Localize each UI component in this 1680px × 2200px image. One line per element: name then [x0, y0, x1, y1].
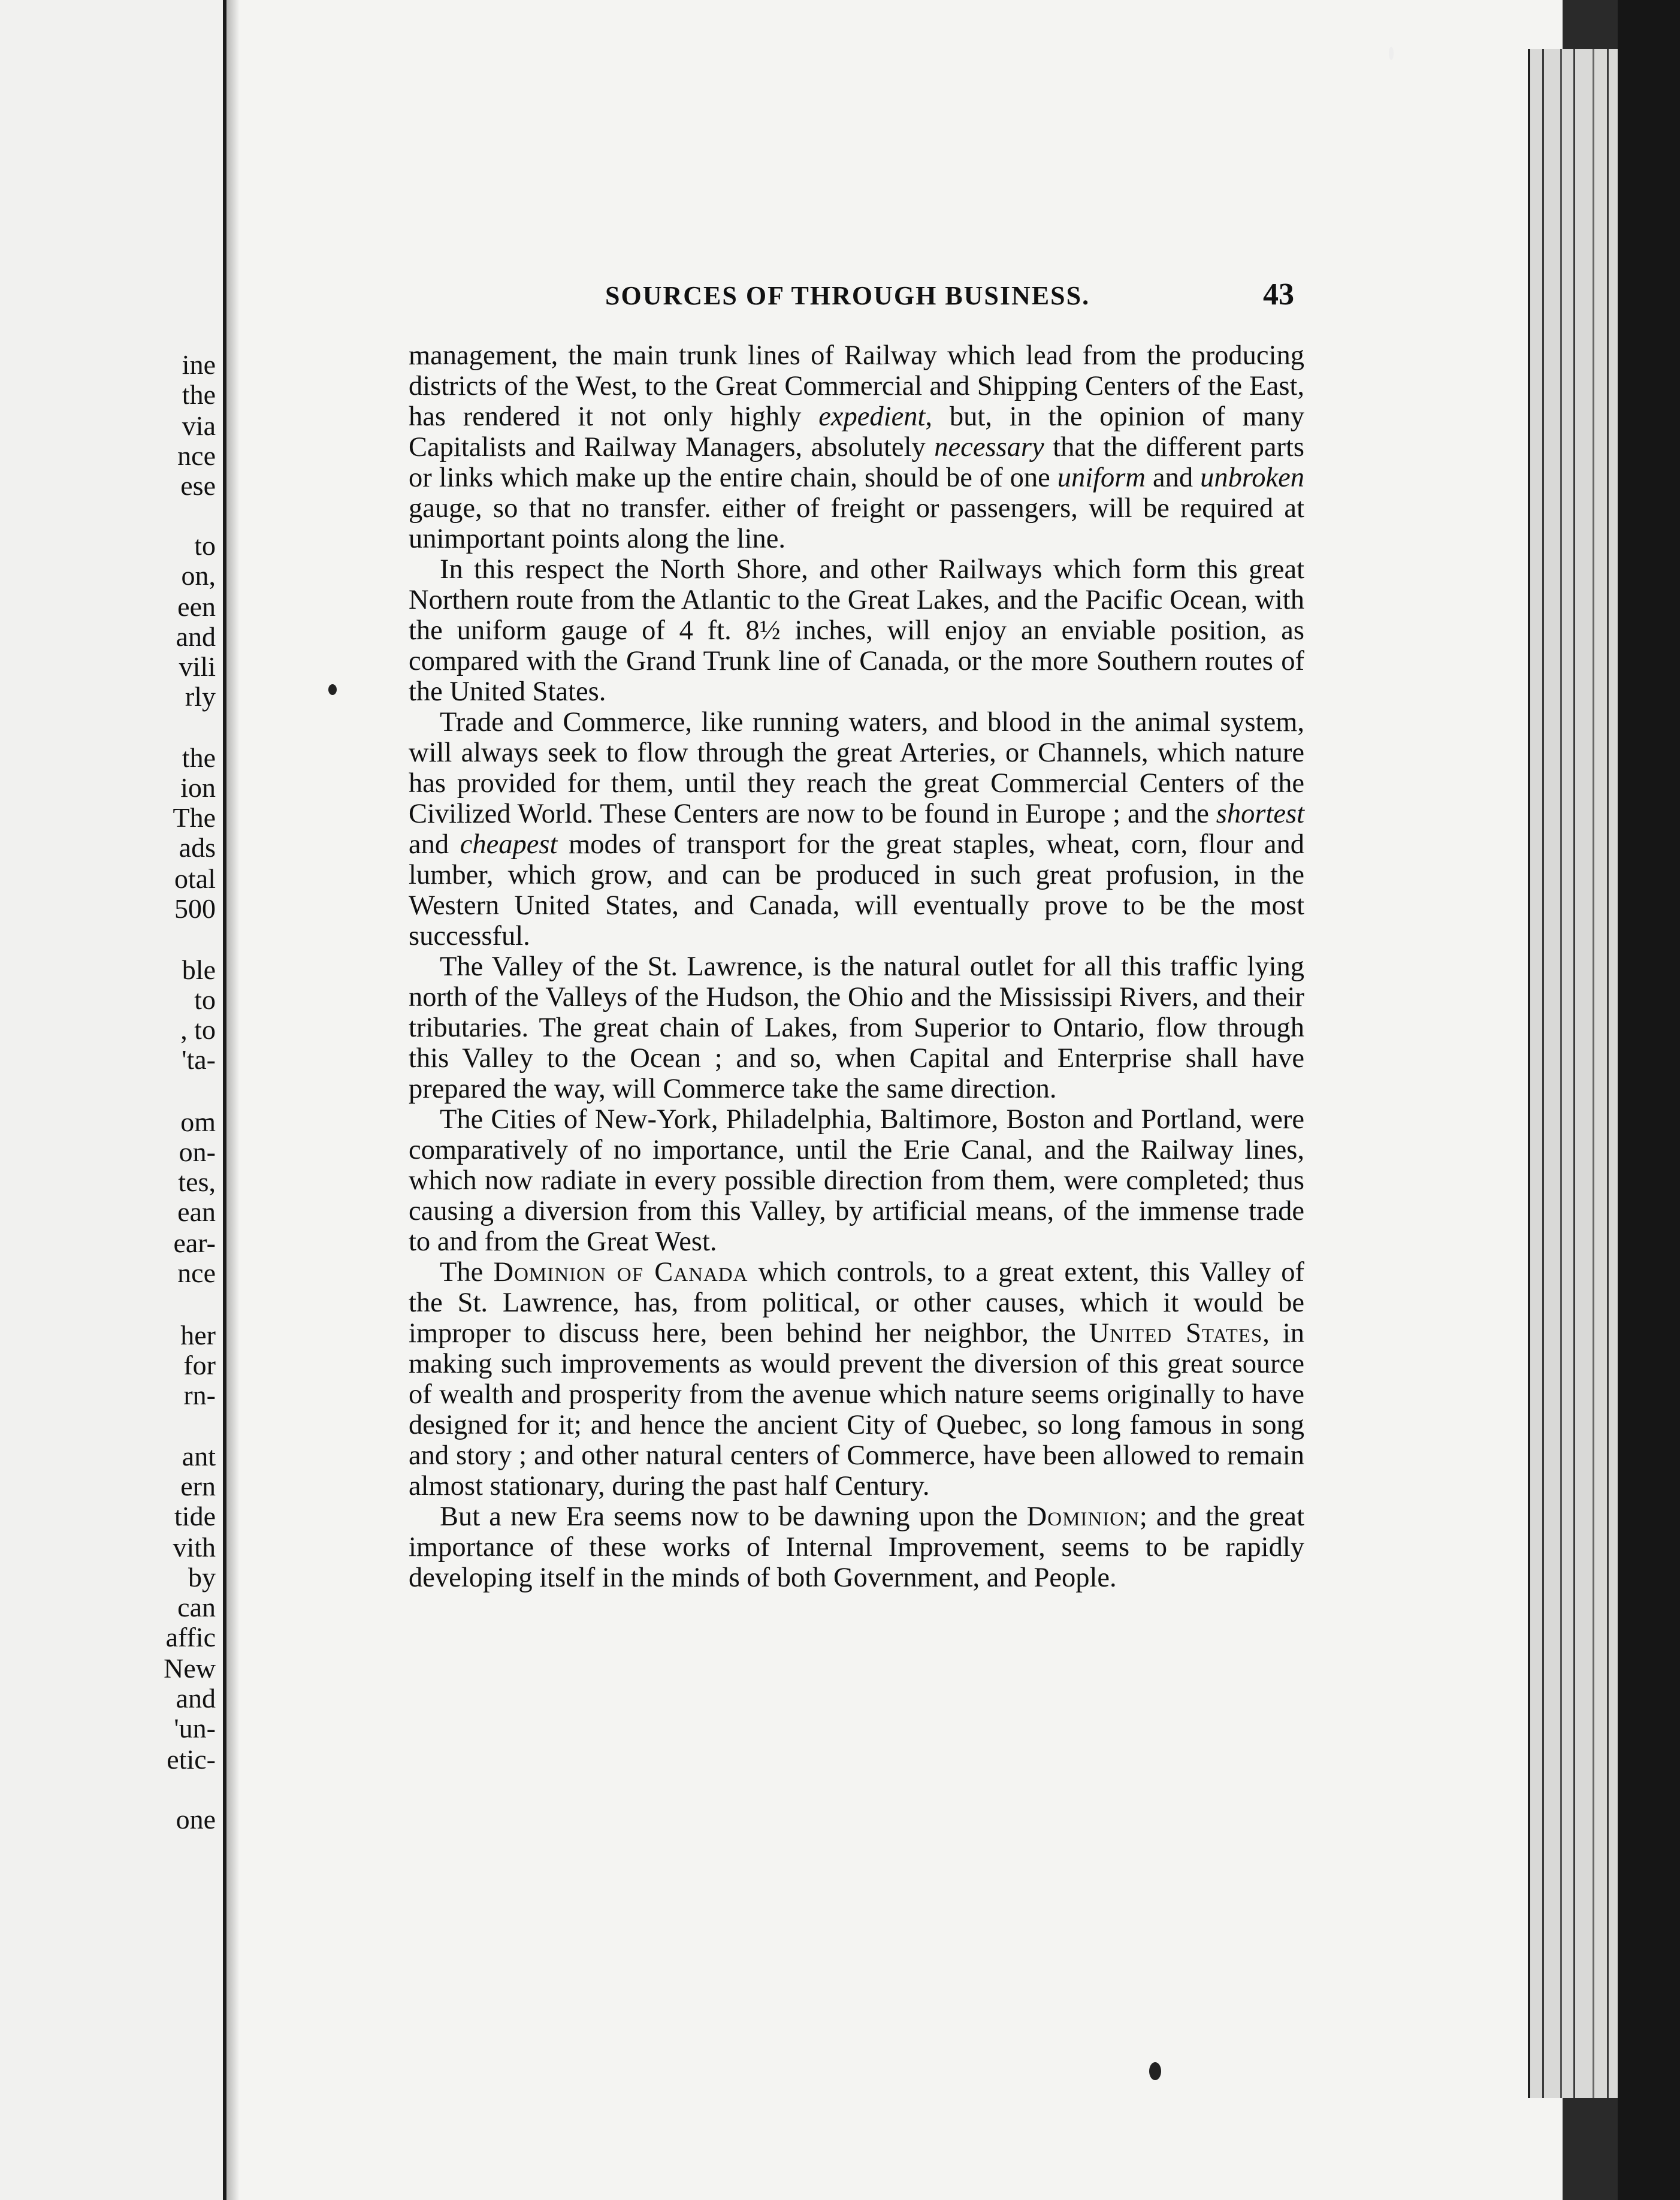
left-margin-fragment: rn- — [183, 1380, 216, 1410]
left-margin-fragment: tide — [174, 1501, 216, 1531]
left-margin-fragment: 'un- — [174, 1713, 216, 1743]
left-margin-fragment: , to — [180, 1014, 216, 1045]
left-margin-fragment: the — [182, 742, 216, 773]
left-margin-fragment: ant — [182, 1441, 216, 1471]
left-margin-fragment: via — [182, 410, 216, 441]
left-margin-fragment: ern — [180, 1471, 216, 1501]
left-margin-fragment: her — [180, 1320, 216, 1350]
left-margin-fragment: ine — [182, 349, 216, 380]
left-margin-fragment: the — [182, 379, 216, 410]
left-margin-fragment: to — [194, 984, 216, 1015]
left-margin-fragment: New — [164, 1653, 216, 1684]
left-margin-fragment: on- — [179, 1137, 216, 1167]
left-margin-fragment: ear- — [173, 1228, 216, 1258]
left-margin-fragment: tes, — [178, 1167, 216, 1197]
running-title: SOURCES OF THROUGH BUSINESS. — [605, 281, 1090, 310]
left-margin-fragment: can — [177, 1592, 216, 1622]
left-margin-fragment: ads — [179, 832, 216, 863]
left-margin-fragment: nce — [177, 1258, 216, 1288]
paragraph-7: But a new Era seems now to be dawning upon the Dominion; and the great importance of these works of Internal Improvement, seems to be rapidly developing itself in the minds of both Government, and People. — [409, 1501, 1304, 1593]
left-margin-fragment: vili — [179, 651, 216, 682]
paragraph-3: Trade and Commerce, like running waters, and blood in the animal system, will always seek to flow through the great Arteries, or Channels, which nature has provided for them, until they reach the great Commercial Centers of the Civilized World. These Centers are now to be found in Europe ; and the shortest and cheapest modes of transport for the great staples, wheat, corn, flour and lumber, which grow, and can be produced in such great profusion, in the Western United States, and Canada, will eventually prove to be the most successful. — [409, 707, 1305, 951]
left-margin-fragment: otal — [174, 863, 216, 894]
left-margin-fragment: to — [194, 530, 216, 561]
left-margin-fragment: ese — [180, 470, 216, 501]
left-margin-fragment: for — [183, 1350, 216, 1380]
scan-speck — [1389, 47, 1394, 60]
page-number: 43 — [1263, 277, 1294, 312]
left-margin-fragment: 500 — [174, 893, 216, 924]
left-margin-fragment: vith — [173, 1532, 216, 1563]
left-margin-fragment: om — [180, 1107, 216, 1137]
left-margin-fragment: ean — [177, 1196, 216, 1227]
scan-speck — [328, 684, 337, 695]
left-margin-fragment: rly — [185, 681, 216, 712]
paragraph-1: management, the main trunk lines of Railway which lead from the producing districts of the West, to the Great Commercial and Shipping Centers of the East, has rendered it not only highly expedient, but, in the opinion of many Capitalists and Railway Managers, absolutely necessary that the different parts or links which make up the entire chain, should be of one uniform and unbroken gauge, so that no transfer. either of freight or passengers, will be required at unimportant points along the line. — [409, 340, 1305, 554]
left-margin-fragment: The — [173, 802, 216, 833]
left-margin-fragment: etic- — [167, 1744, 216, 1775]
left-margin-fragment: by — [188, 1562, 216, 1592]
left-margin-fragment: on, — [181, 560, 216, 591]
paragraph-6: The Dominion of Canada which controls, to a great extent, this Valley of the St. Lawrence, has, from political, or other causes, which it would be improper to discuss here, been behind her neighbor, the United States, in making such improvements as would prevent the diversion of this great source of wealth and prosperity from the avenue which nature seems originally to have designed for it; and hence the ancient City of Quebec, so long famous in song and story ; and other natural centers of Commerce, have been allowed to remain almost stationary, during the past half Century. — [409, 1257, 1304, 1501]
paragraph-2: In this respect the North Shore, and other Railways which form this great Northern route from the Atlantic to the Great Lakes, and the Pacific Ocean, with the uniform gauge of 4 ft. 8½ inches, will enjoy an enviable position, as compared with the Grand Trunk line of Canada, or the more Southern routes of the United States. — [409, 554, 1304, 707]
page-edges — [1528, 49, 1620, 2098]
left-margin-fragment: ion — [180, 772, 216, 803]
paragraph-4: The Valley of the St. Lawrence, is the natural outlet for all this traffic lying north of the Valleys of the Hudson, the Ohio and the Mississipi Rivers, and their tributaries. The great chain of Lakes, from Superior to Ontario, flow through this Valley to the Ocean ; and so, when Capital and Enterprise shall have prepared the way, will Commerce take the same direction. — [409, 951, 1304, 1104]
left-margin-fragment: nce — [177, 440, 216, 471]
left-facing-page — [0, 0, 226, 2200]
body-text — [409, 340, 1304, 1593]
scan-speck — [1149, 2062, 1161, 2080]
scan-background — [1618, 0, 1680, 2200]
left-margin-fragment: een — [177, 591, 216, 622]
left-margin-fragment: one — [176, 1804, 216, 1835]
running-head — [605, 277, 1294, 316]
paragraph-5: The Cities of New-York, Philadelphia, Baltimore, Boston and Portland, were comparatively of no importance, until the Erie Canal, and the Railway lines, which now radiate in every possible direction from them, were completed; thus causing a diversion from this Valley, by artificial means, of the immense trade to and from the Great West. — [409, 1104, 1304, 1257]
left-margin-fragment: affic — [165, 1622, 216, 1652]
left-margin-fragment: and — [176, 621, 216, 652]
left-margin-fragment: and — [176, 1683, 216, 1714]
left-margin-fragment: 'ta- — [182, 1044, 216, 1075]
left-margin-fragment: ble — [182, 954, 216, 985]
